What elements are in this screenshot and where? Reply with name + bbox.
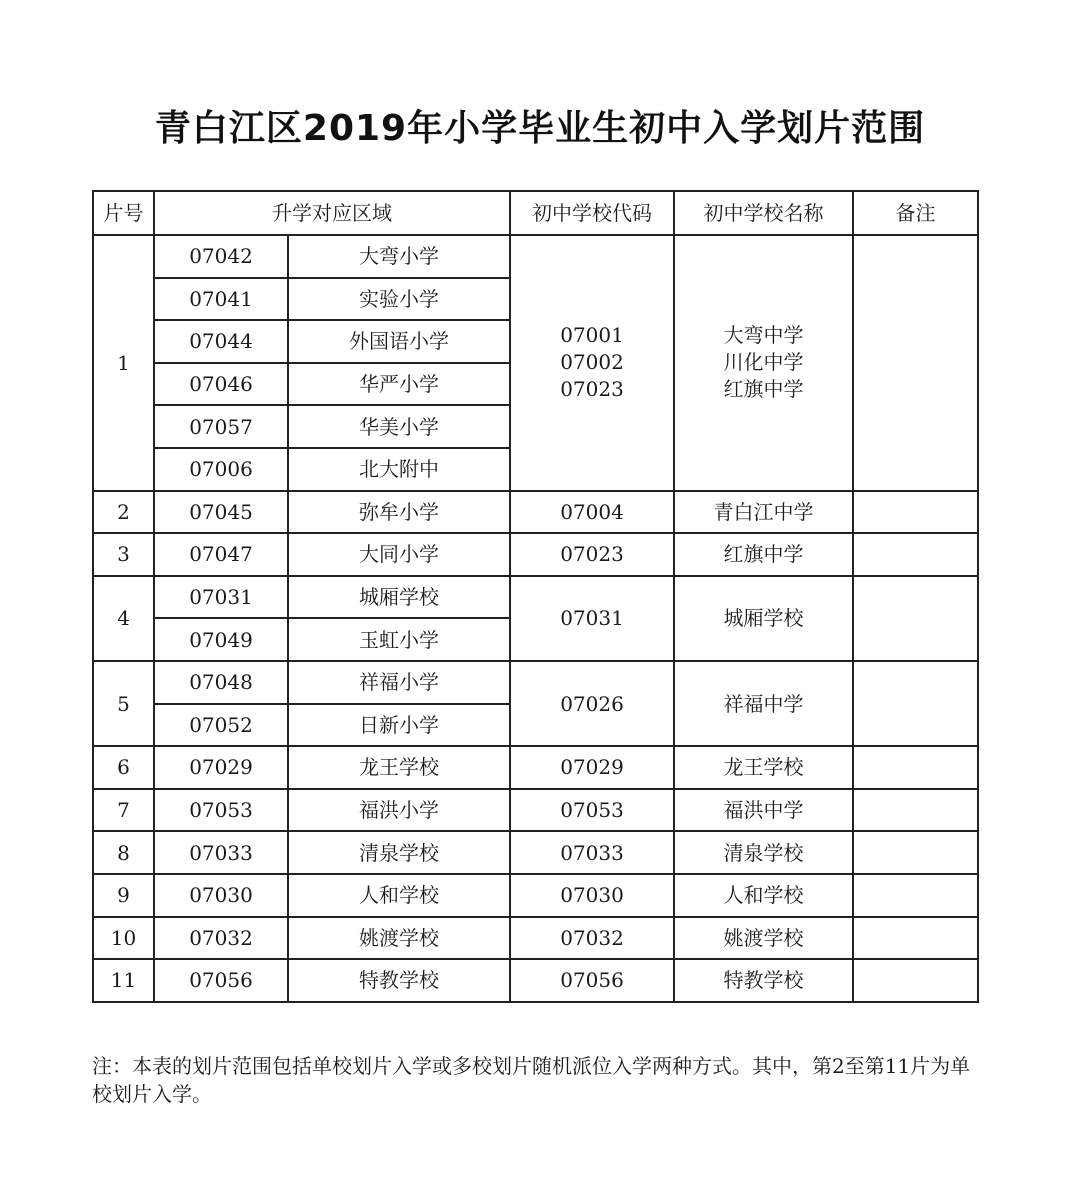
middle-code: 07031 xyxy=(510,576,674,661)
primary-school: 华美小学 xyxy=(288,405,510,448)
primary-code: 07048 xyxy=(154,661,288,704)
remark-cell xyxy=(853,235,978,491)
primary-school: 外国语小学 xyxy=(288,320,510,363)
primary-school: 实验小学 xyxy=(288,278,510,321)
piece-number: 4 xyxy=(93,576,154,661)
header-area: 升学对应区域 xyxy=(154,191,510,235)
table-row xyxy=(93,235,978,278)
middle-name: 大弯中学 xyxy=(723,323,804,348)
middle-name: 红旗中学 xyxy=(723,377,804,402)
middle-name: 红旗中学 xyxy=(674,533,853,576)
middle-code: 07023 xyxy=(510,533,674,576)
table-row xyxy=(93,533,978,576)
primary-code: 07047 xyxy=(154,533,288,576)
primary-code: 07041 xyxy=(154,278,288,321)
primary-code: 07045 xyxy=(154,491,288,534)
piece-number: 10 xyxy=(93,917,154,960)
document-title: 青白江区2019年小学毕业生初中入学划片范围 xyxy=(154,108,926,149)
remark-cell xyxy=(853,661,978,746)
header-remark: 备注 xyxy=(853,191,978,235)
primary-code: 07049 xyxy=(154,618,288,661)
piece-number: 7 xyxy=(93,789,154,832)
primary-code: 07042 xyxy=(154,235,288,278)
primary-school: 姚渡学校 xyxy=(288,917,510,960)
table-header-row xyxy=(93,191,978,235)
primary-school: 祥福小学 xyxy=(288,661,510,704)
piece-number: 1 xyxy=(93,235,154,491)
primary-school: 城厢学校 xyxy=(288,576,510,619)
piece-number: 9 xyxy=(93,874,154,917)
table-row xyxy=(93,789,978,832)
piece-number: 6 xyxy=(93,746,154,789)
middle-name: 福洪中学 xyxy=(674,789,853,832)
primary-school: 龙王学校 xyxy=(288,746,510,789)
remark-cell xyxy=(853,746,978,789)
header-name: 初中学校名称 xyxy=(674,191,853,235)
primary-school: 北大附中 xyxy=(288,448,510,491)
table-row xyxy=(93,874,978,917)
middle-code: 07004 xyxy=(510,491,674,534)
middle-code: 07023 xyxy=(560,377,624,402)
middle-name: 川化中学 xyxy=(723,350,804,375)
table-row xyxy=(93,661,978,704)
primary-school: 大同小学 xyxy=(288,533,510,576)
remark-cell xyxy=(853,874,978,917)
middle-code: 07032 xyxy=(510,917,674,960)
remark-cell xyxy=(853,576,978,661)
primary-code: 07044 xyxy=(154,320,288,363)
enrollment-table xyxy=(92,190,979,1003)
primary-school: 华严小学 xyxy=(288,363,510,406)
primary-code: 07029 xyxy=(154,746,288,789)
middle-name: 城厢学校 xyxy=(674,576,853,661)
middle-names xyxy=(674,235,853,491)
middle-name: 姚渡学校 xyxy=(674,917,853,960)
middle-code: 07002 xyxy=(560,350,624,375)
primary-code: 07031 xyxy=(154,576,288,619)
primary-code: 07053 xyxy=(154,789,288,832)
primary-code: 07057 xyxy=(154,405,288,448)
header-piece: 片号 xyxy=(93,191,154,235)
remark-cell xyxy=(853,533,978,576)
table-row xyxy=(93,576,978,619)
remark-cell xyxy=(853,917,978,960)
primary-school: 清泉学校 xyxy=(288,831,510,874)
remark-cell xyxy=(853,491,978,534)
primary-code: 07030 xyxy=(154,874,288,917)
middle-name: 清泉学校 xyxy=(674,831,853,874)
piece-number: 2 xyxy=(93,491,154,534)
middle-code: 07029 xyxy=(510,746,674,789)
primary-school: 大弯小学 xyxy=(288,235,510,278)
middle-codes xyxy=(510,235,674,491)
middle-code: 07001 xyxy=(560,323,624,348)
piece-number: 8 xyxy=(93,831,154,874)
table-row xyxy=(93,959,978,1002)
middle-name: 特教学校 xyxy=(674,959,853,1002)
middle-code: 07030 xyxy=(510,874,674,917)
footnote: 注：本表的划片范围包括单校划片入学或多校划片随机派位入学两种方式。其中，第2至第11片为单校划片入学。 xyxy=(92,1054,971,1106)
primary-code: 07006 xyxy=(154,448,288,491)
table-row xyxy=(93,746,978,789)
piece-number: 3 xyxy=(93,533,154,576)
table-row xyxy=(93,917,978,960)
primary-school: 福洪小学 xyxy=(288,789,510,832)
middle-code: 07053 xyxy=(510,789,674,832)
primary-code: 07052 xyxy=(154,704,288,747)
middle-name: 祥福中学 xyxy=(674,661,853,746)
primary-code: 07056 xyxy=(154,959,288,1002)
primary-school: 玉虹小学 xyxy=(288,618,510,661)
middle-code: 07033 xyxy=(510,831,674,874)
piece-number: 5 xyxy=(93,661,154,746)
middle-name: 龙王学校 xyxy=(674,746,853,789)
primary-code: 07033 xyxy=(154,831,288,874)
primary-code: 07046 xyxy=(154,363,288,406)
middle-code: 07026 xyxy=(510,661,674,746)
primary-school: 人和学校 xyxy=(288,874,510,917)
primary-school: 特教学校 xyxy=(288,959,510,1002)
remark-cell xyxy=(853,831,978,874)
primary-school: 日新小学 xyxy=(288,704,510,747)
table-row xyxy=(93,831,978,874)
header-code: 初中学校代码 xyxy=(510,191,674,235)
primary-code: 07032 xyxy=(154,917,288,960)
middle-name: 人和学校 xyxy=(674,874,853,917)
middle-name: 青白江中学 xyxy=(674,491,853,534)
primary-school: 弥牟小学 xyxy=(288,491,510,534)
remark-cell xyxy=(853,959,978,1002)
remark-cell xyxy=(853,789,978,832)
table-row xyxy=(93,491,978,534)
piece-number: 11 xyxy=(93,959,154,1002)
middle-code: 07056 xyxy=(510,959,674,1002)
